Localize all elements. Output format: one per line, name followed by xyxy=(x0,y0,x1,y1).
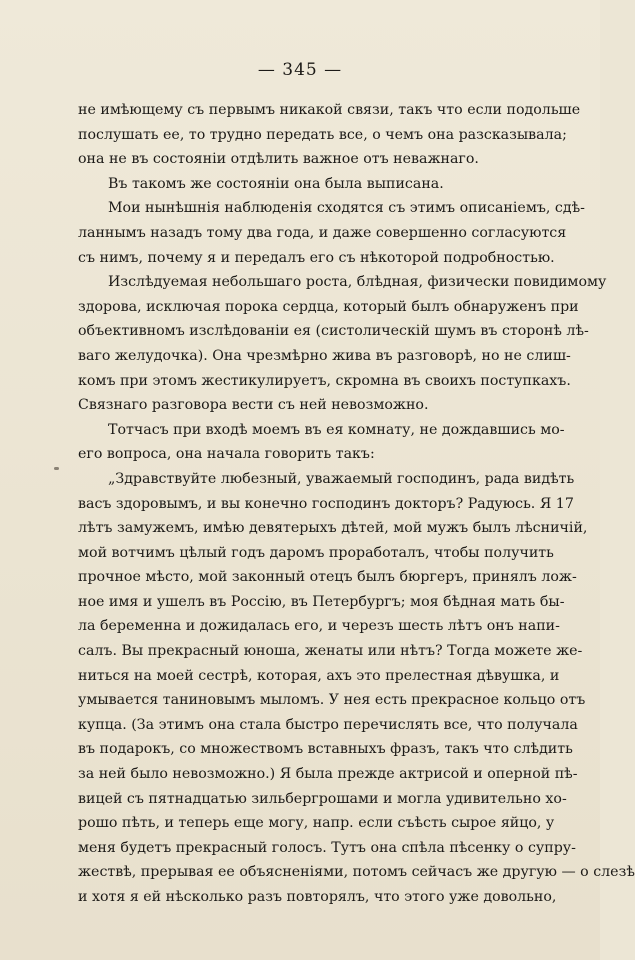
text-line: за ней было невозможно.) Я была прежде актрисой и оперной пѣ- xyxy=(78,766,578,783)
text-line: салъ. Вы прекрасный юноша, женаты или нѣтъ? Тогда можете же- xyxy=(78,643,583,660)
text-line: жествѣ, прерывая ее объясненіями, потомъ сейчасъ же другую — о слезѣ xyxy=(78,864,635,881)
page-number: — 345 — xyxy=(257,60,343,80)
text-line: купца. (За этимъ она стала быстро перечислять все, что получала xyxy=(78,716,578,733)
ink-speck xyxy=(54,467,59,470)
text-line: Тотчасъ при входѣ моемъ въ ея комнату, не дождавшись мо- xyxy=(108,421,565,438)
text-line: „Здравствуйте любезный, уважаемый господинъ, рада видѣть xyxy=(108,470,575,487)
text-line: ланнымъ назадъ тому два года, и даже совершенно согласуются xyxy=(78,224,567,241)
text-line: послушать ее, то трудно передать все, о чемъ она разсказывала; xyxy=(78,126,567,143)
text-line: комъ при этомъ жестикулируетъ, скромна въ своихъ поступкахъ. xyxy=(78,372,571,389)
text-line: съ нимъ, почему я и передалъ его съ нѣкоторой подробностью. xyxy=(78,249,555,266)
text-line: прочное мѣсто, мой законный отецъ былъ бюргеръ, принялъ лож- xyxy=(78,569,577,586)
text-line: ла беременна и дожидалась его, и черезъ шесть лѣтъ онъ напи- xyxy=(78,618,560,635)
text-line: Мои нынѣшнія наблюденія сходятся съ этимъ описаніемъ, сдѣ- xyxy=(108,200,585,217)
text-line: въ подарокъ, со множествомъ вставныхъ фразъ, такъ что слѣдить xyxy=(78,741,573,758)
text-line: ваго желудочка). Она чрезмѣрно жива въ разговорѣ, но не слиш- xyxy=(78,347,571,364)
text-line: Въ такомъ же состояніи она была выписана. xyxy=(108,175,444,192)
text-line: и хотя я ей нѣсколько разъ повторялъ, что этого уже довольно, xyxy=(78,889,557,905)
text-line: рошо пѣть, и теперь еще могу, напр. если съѣсть сырое яйцо, у xyxy=(78,815,555,832)
text-line: ниться на моей сестрѣ, которая, ахъ это прелестная дѣвушка, и xyxy=(78,667,560,684)
text-line: меня будетъ прекрасный голосъ. Тутъ она спѣла пѣсенку о супру- xyxy=(78,839,576,856)
text-line: Изслѣдуемая небольшаго роста, блѣдная, физически повидимому xyxy=(108,274,607,291)
text-line: умывается таниновымъ мыломъ. У нея есть прекрасное кольцо отъ xyxy=(78,692,586,709)
body-text xyxy=(78,98,635,910)
text-line: она не въ состояніи отдѣлить важное отъ неважнаго. xyxy=(78,151,479,168)
text-line: не имѣющему съ первымъ никакой связи, такъ что если подольше xyxy=(78,102,581,118)
text-line: здорова, исключая порока сердца, который былъ обнаруженъ при xyxy=(78,298,579,315)
text-line: объективномъ изслѣдованіи ея (систолическій шумъ въ сторонѣ лѣ- xyxy=(78,323,589,340)
text-line: лѣтъ замужемъ, имѣю девятерыхъ дѣтей, мой мужъ былъ лѣсничій, xyxy=(78,520,588,537)
text-line: ное имя и ушелъ въ Россію, въ Петербургъ; моя бѣдная мать бы- xyxy=(78,593,565,610)
text-line: васъ здоровымъ, и вы конечно господинъ докторъ? Радуюсь. Я 17 xyxy=(78,495,574,512)
text-line: Связнаго разговора вести съ ней невозможно. xyxy=(78,397,429,414)
text-line: его вопроса, она начала говорить такъ: xyxy=(78,446,375,463)
text-line: мой вотчимъ цѣлый годъ даромъ проработалъ, чтобы получить xyxy=(78,544,554,561)
text-line: вицей съ пятнадцатью зильбергрошами и могла удивительно хо- xyxy=(78,790,567,807)
